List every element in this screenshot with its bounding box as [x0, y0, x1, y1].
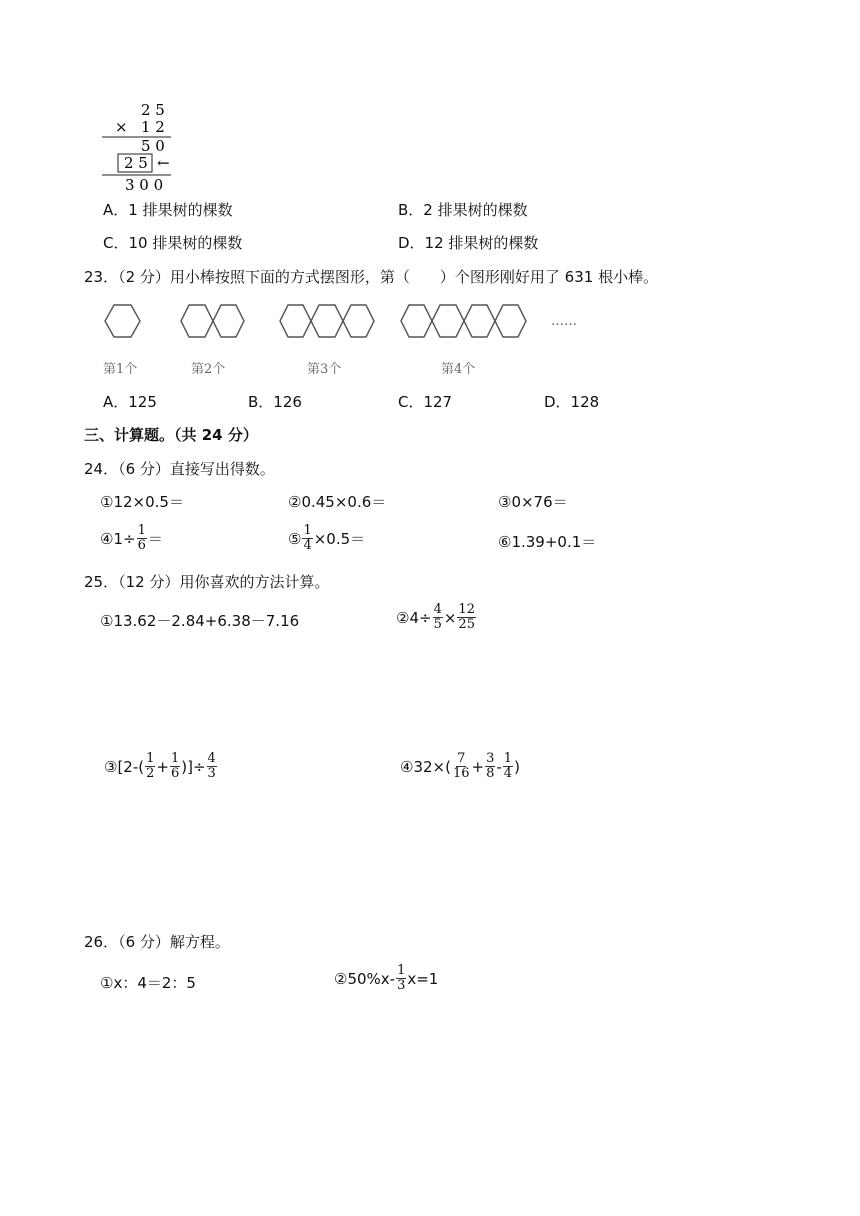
arrow-left-icon: ←	[157, 154, 170, 172]
fraction: $\frac{1}{3}$	[397, 963, 406, 993]
fraction: $\frac{3}{8}$	[486, 751, 495, 781]
mult-partial1: 5 0	[141, 137, 165, 155]
fraction: $\frac{1}{2}$	[146, 751, 155, 781]
q25-stem: 25．（12 分）用你喜欢的方法计算。	[84, 573, 330, 591]
fraction: $\frac{12}{25}$	[458, 602, 475, 632]
q24-problem-6: ⑥1.39+0.1＝	[498, 533, 597, 551]
q25-problem-4: ④32×( $\frac{7}{16}$ + $\frac{3}{8}$ - $\frac{1}{4}$ )	[400, 751, 520, 781]
figure-ellipsis: ……	[551, 314, 577, 329]
mult-boxed: 2 5	[124, 154, 148, 172]
q24-problem-5: ⑤ $\frac{1}{4}$ ×0.5＝	[288, 523, 366, 553]
q25-problem-1: ①13.62－2.84+6.38－7.16	[100, 612, 300, 630]
q26-problem-2: ②50%x- $\frac{1}{3}$ x=1	[334, 963, 439, 993]
q26-stem: 26．（6 分）解方程。	[84, 933, 230, 951]
hexagon-sequence-figure	[95, 295, 585, 383]
q22-option-b[interactable]: B．2 排果树的棵数	[398, 201, 528, 219]
fraction: $\frac{1}{4}$	[303, 523, 312, 553]
q24-problem-1: ①12×0.5＝	[100, 493, 184, 511]
q24-problem-3: ③0×76＝	[498, 493, 568, 511]
fraction: $\frac{1}{4}$	[503, 751, 513, 781]
figure-label-1: 第1个	[103, 362, 138, 377]
q24-problem-4: ④1÷ $\frac{1}{6}$ ＝	[100, 523, 163, 553]
q22-option-c[interactable]: C．10 排果树的棵数	[103, 234, 243, 252]
q22-option-a[interactable]: A．1 排果树的棵数	[103, 201, 233, 219]
q24-problem-2: ②0.45×0.6＝	[288, 493, 387, 511]
figure-label-3: 第3个	[307, 362, 342, 377]
q23-option-a[interactable]: A．125	[103, 393, 157, 411]
mult-times: ×	[115, 118, 128, 136]
q23-option-d[interactable]: D．128	[544, 393, 600, 411]
figure-label-2: 第2个	[191, 362, 226, 377]
fraction: $\frac{4}{5}$	[433, 602, 442, 632]
q23-stem: 23．（2 分）用小棒按照下面的方式摆图形，第（ ）个图形刚好用了 631 根小棒。	[84, 268, 659, 286]
mult-top: 2 5	[141, 101, 165, 119]
fraction: $\frac{4}{3}$	[207, 751, 216, 781]
q23-option-b[interactable]: B．126	[248, 393, 302, 411]
q24-stem: 24．（6 分）直接写出得数。	[84, 460, 275, 478]
fraction: $\frac{7}{16}$	[452, 751, 470, 781]
q25-problem-3: ③[2-( $\frac{1}{2}$ + $\frac{1}{6}$ )]÷ $\frac{4}{3}$	[104, 751, 216, 781]
q23-option-c[interactable]: C．127	[398, 393, 453, 411]
fraction: $\frac{1}{6}$	[137, 523, 146, 553]
q22-option-d[interactable]: D．12 排果树的棵数	[398, 234, 539, 252]
q25-problem-2: ②4÷ $\frac{4}{5}$ × $\frac{12}{25}$	[396, 602, 475, 632]
mult-multiplier: 1 2	[141, 118, 165, 136]
fraction: $\frac{1}{6}$	[170, 751, 180, 781]
section-3-title: 三、计算题。（共 24 分）	[84, 426, 258, 444]
q26-problem-1: ①x：4＝2：5	[100, 974, 196, 992]
mult-result: 3 0 0	[125, 176, 164, 194]
vertical-multiplication	[95, 98, 185, 194]
figure-label-4: 第4个	[441, 362, 476, 377]
